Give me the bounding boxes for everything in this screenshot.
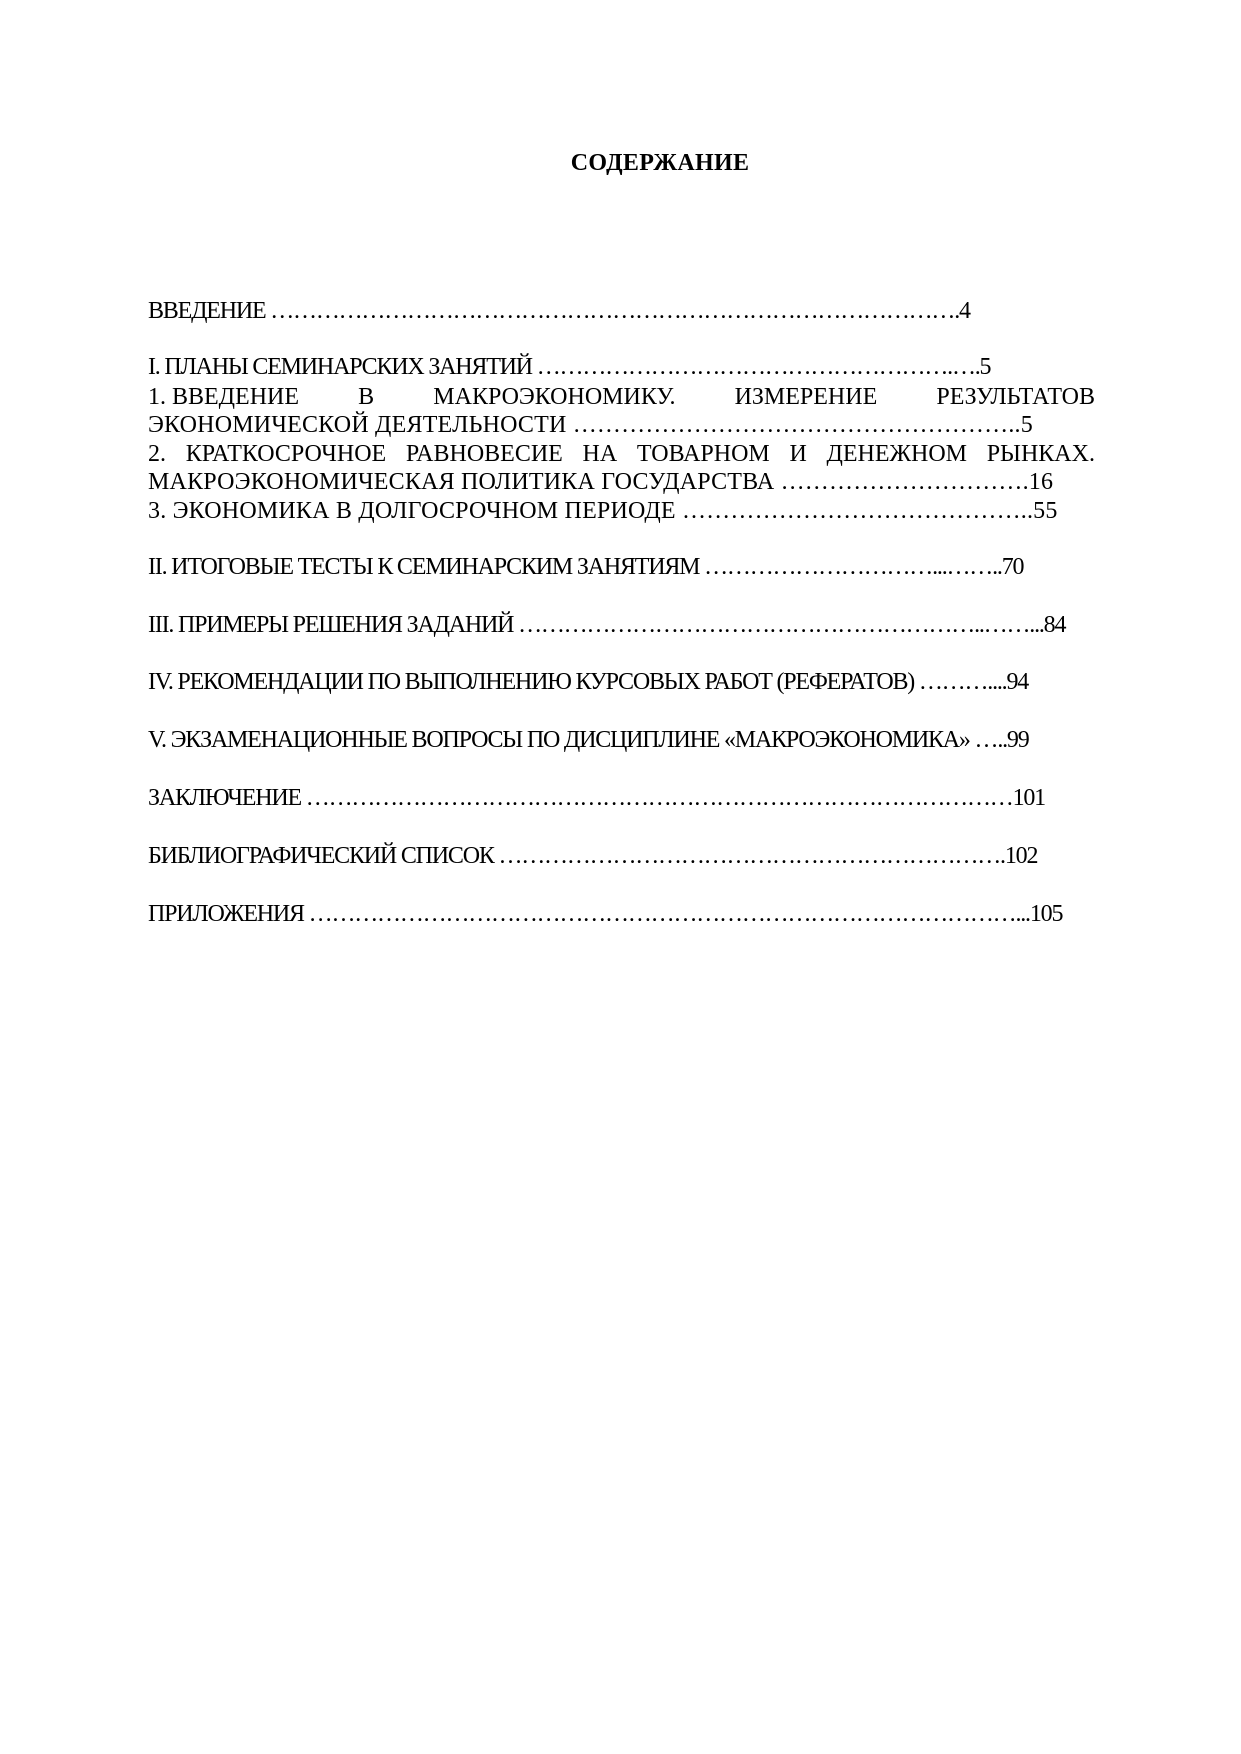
toc-word: ИЗМЕРЕНИЕ <box>734 384 878 410</box>
toc-entry-part5: V. ЭКЗАМЕНАЦИОННЫЕ ВОПРОСЫ ПО ДИСЦИПЛИНЕ «МАКРОЭКОНОМИКА» …..99 <box>148 727 1029 753</box>
toc-entry-item3: 3. ЭКОНОМИКА В ДОЛГОСРОЧНОМ ПЕРИОДЕ ……………………………………..55 <box>148 498 1058 524</box>
page-title: СОДЕРЖАНИЕ <box>570 150 750 176</box>
toc-word: МАКРОЭКОНОМИКУ. <box>433 384 676 410</box>
toc-entry-item2-line1 <box>148 440 1095 468</box>
toc-word: РЫНКАХ. <box>986 441 1095 467</box>
toc-word: РАВНОВЕСИЕ <box>405 441 563 467</box>
toc-entry-appendix: ПРИЛОЖЕНИЯ …………………………………………………………………………………...105 <box>148 901 1063 927</box>
toc-entry-part3: III. ПРИМЕРЫ РЕШЕНИЯ ЗАДАНИЙ ……………………………………………………..……...84 <box>148 612 1066 638</box>
toc-entry-item1-line1 <box>148 383 1095 411</box>
toc-entry-part1: I. ПЛАНЫ СЕМИНАРСКИХ ЗАНЯТИЙ ……………………………………………….….5 <box>148 354 991 380</box>
toc-word: В <box>358 384 375 410</box>
toc-entry-part2: II. ИТОГОВЫЕ ТЕСТЫ К СЕМИНАРСКИМ ЗАНЯТИЯМ …………………………...……..70 <box>148 554 1024 580</box>
toc-word: ТОВАРНОМ <box>636 441 770 467</box>
toc-entry-item1-line2: ЭКОНОМИЧЕСКОЙ ДЕЯТЕЛЬНОСТИ ………………………………………………..5 <box>148 412 1033 438</box>
toc-word: 2. <box>148 441 166 467</box>
toc-entry-part4: IV. РЕКОМЕНДАЦИИ ПО ВЫПОЛНЕНИЮ КУРСОВЫХ РАБОТ (РЕФЕРАТОВ) ………....94 <box>148 669 1029 695</box>
toc-entry-bibliography: БИБЛИОГРАФИЧЕСКИЙ СПИСОК ………………………………………………………….102 <box>148 843 1038 869</box>
toc-entry-intro: ВВЕДЕНИЕ ……………………………………………………………………………….4 <box>148 298 970 324</box>
toc-word: КРАТКОСРОЧНОЕ <box>185 441 387 467</box>
toc-entry-item2-line2: МАКРОЭКОНОМИЧЕСКАЯ ПОЛИТИКА ГОСУДАРСТВА ………………………….16 <box>148 469 1054 495</box>
toc-word: РЕЗУЛЬТАТОВ <box>936 384 1095 410</box>
toc-word: ДЕНЕЖНОМ <box>826 441 967 467</box>
toc-word: НА <box>582 441 618 467</box>
toc-entry-conclusion: ЗАКЛЮЧЕНИЕ …………………………………………………………………………………101 <box>148 785 1045 811</box>
toc-word: И <box>789 441 807 467</box>
toc-word: 1. ВВЕДЕНИЕ <box>148 384 300 410</box>
